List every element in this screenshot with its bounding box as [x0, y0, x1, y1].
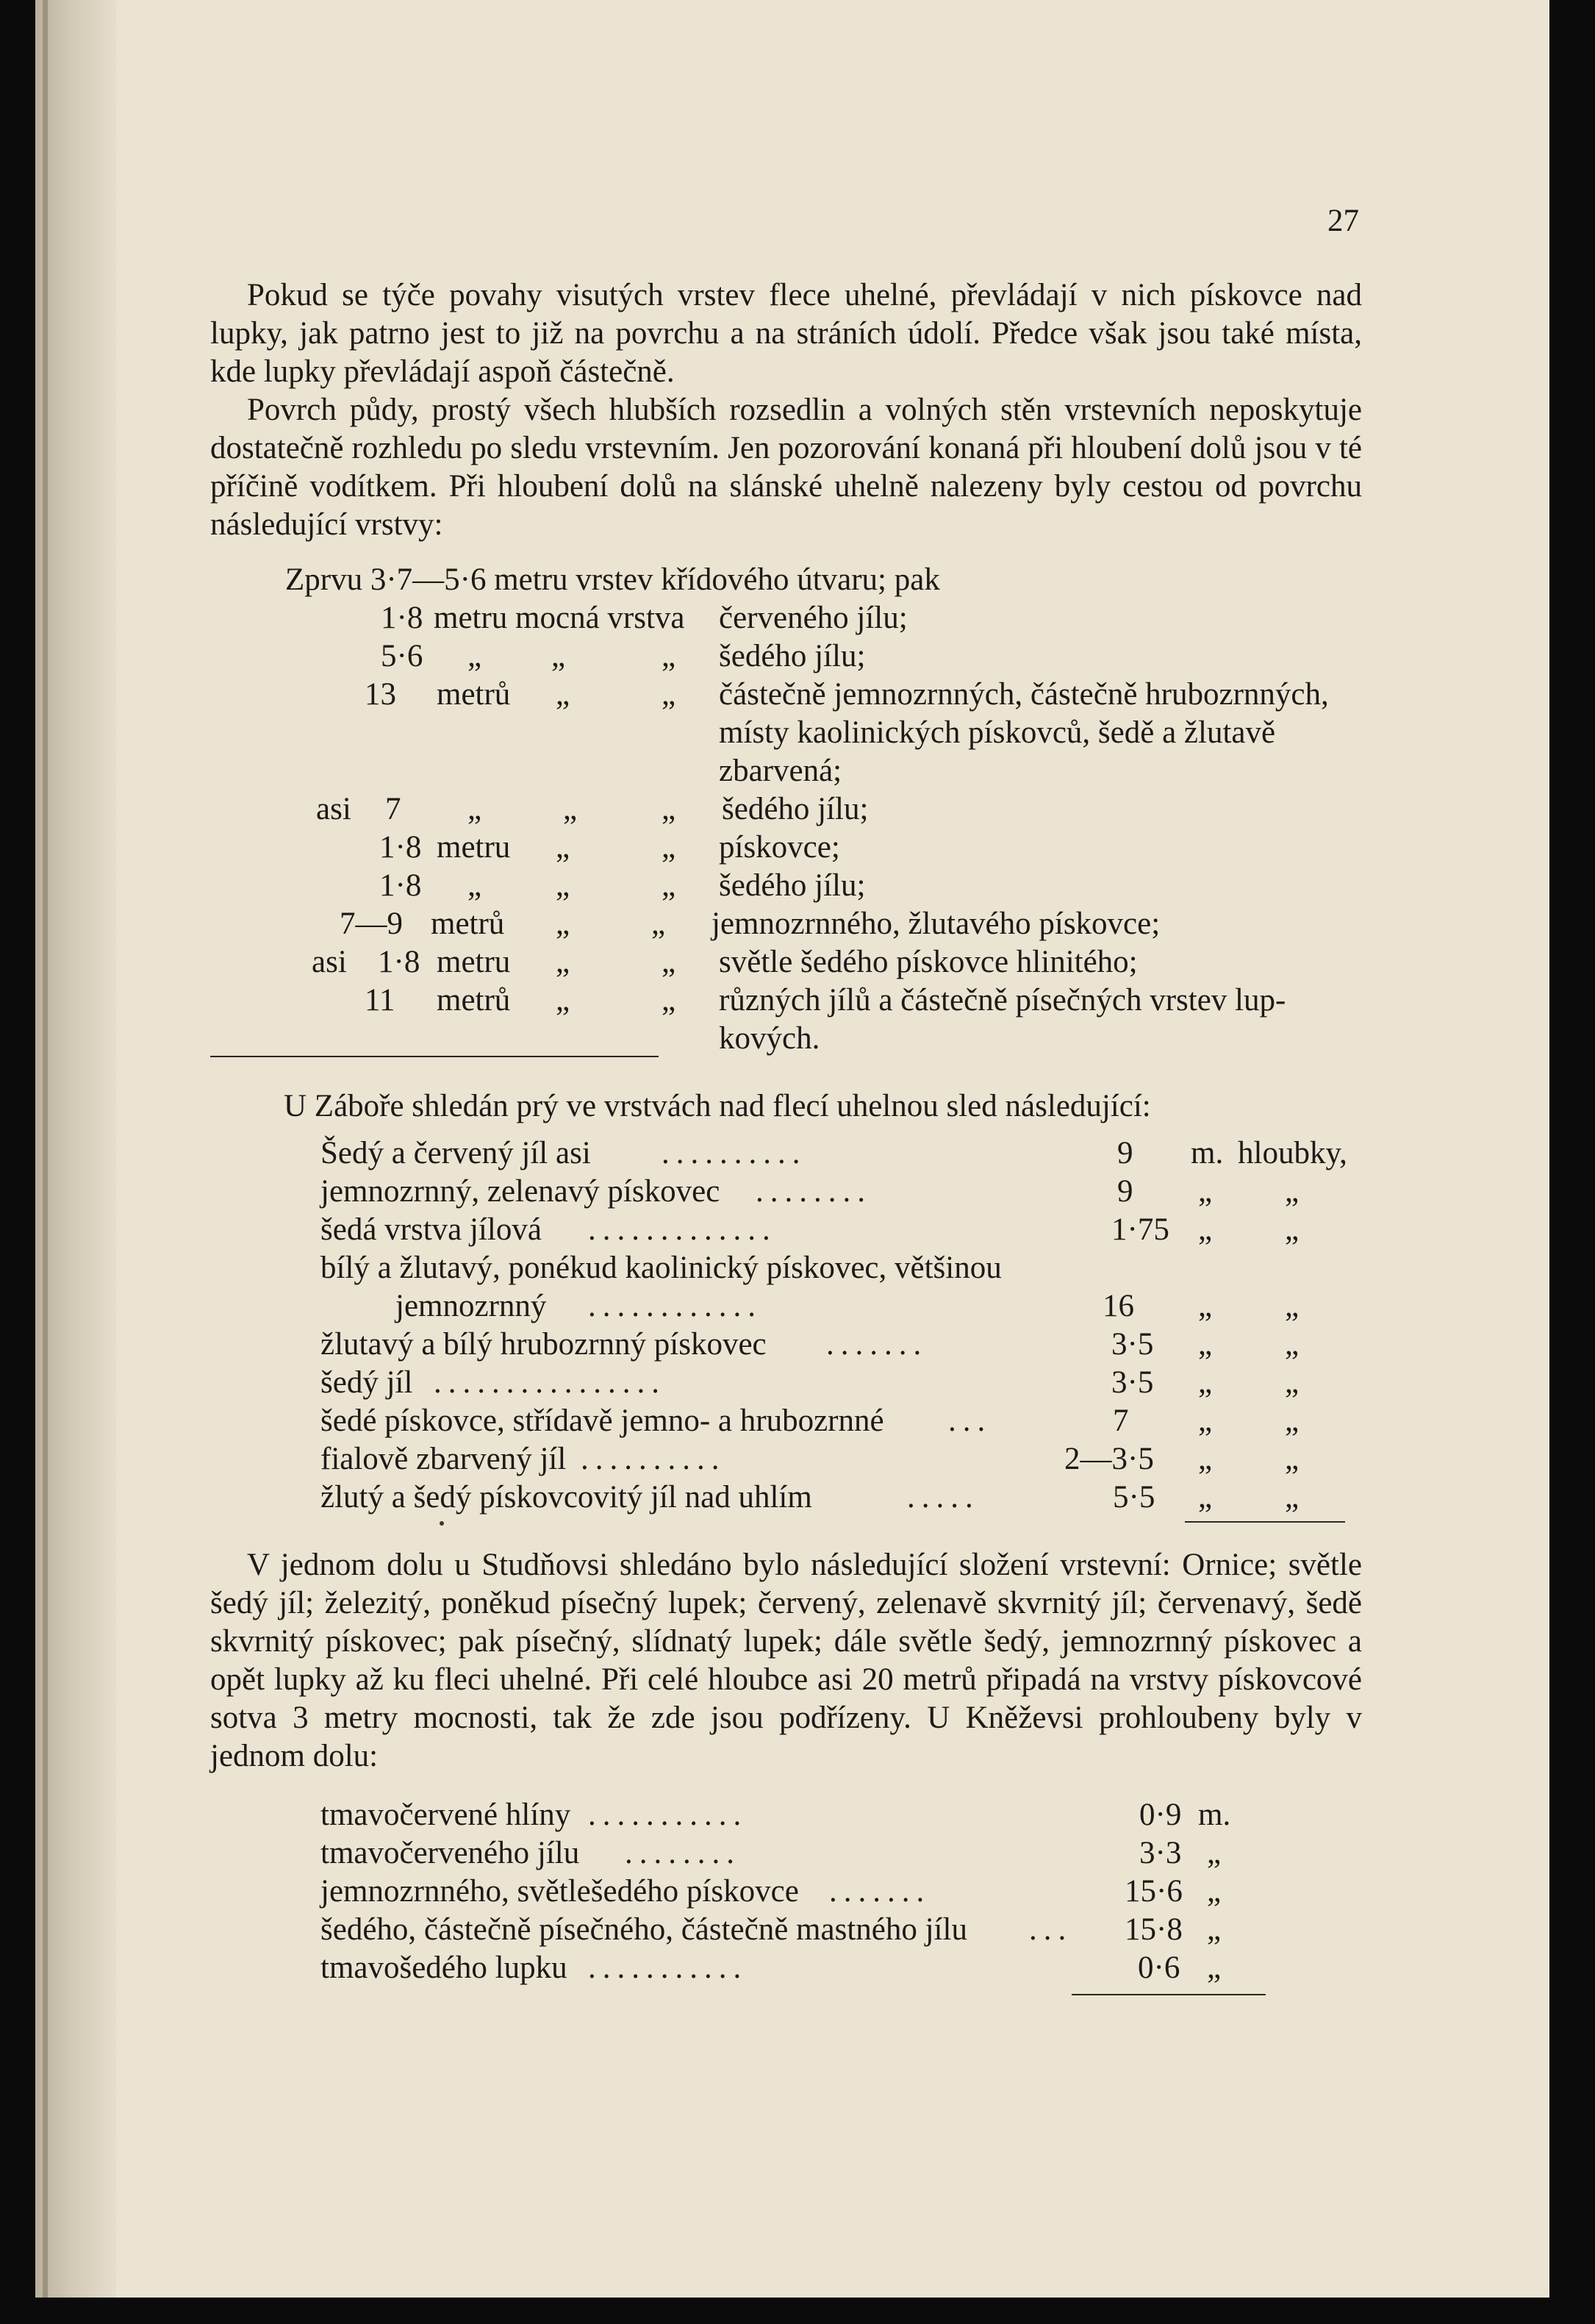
strata-ditto-2: „ [651, 907, 666, 941]
knezeves-unit: „ [1207, 1912, 1222, 1947]
strata-desc: jemnozrnného, žlutavého pískovce; [712, 907, 1161, 941]
zabore-unit: „ [1198, 1174, 1213, 1209]
strata-pre: asi [316, 792, 351, 826]
zabore-unit: „ [1198, 1212, 1213, 1247]
strata-unit: „ [467, 639, 482, 673]
zabore-value: 16 [1103, 1289, 1134, 1323]
strata-desc: pískovce; [719, 830, 840, 865]
zabore-label: fialově zbarvený jíl [320, 1442, 567, 1476]
strata-desc: šedého jílu; [722, 792, 869, 826]
knezeves-unit: „ [1207, 1951, 1222, 1985]
strata-ditto-1: „ [556, 677, 570, 712]
strata-unit: metrů [431, 907, 505, 941]
zabore-heading: U Záboře shledán prý ve vrstvách nad flecí uhelnou sled následující: [284, 1089, 1151, 1123]
strata-unit: „ [467, 868, 482, 903]
intro-text [210, 276, 1362, 544]
strata-ditto-1: „ [551, 639, 566, 673]
zabore-unit: „ [1198, 1442, 1213, 1476]
section-divider [210, 1056, 659, 1057]
zabore-unit-2: „ [1285, 1327, 1300, 1362]
zabore-label: jemnozrnný [395, 1289, 547, 1323]
zabore-leader-dots: ..... [907, 1480, 980, 1515]
zabore-unit-2: „ [1285, 1289, 1300, 1323]
strata-ditto-1: „ [556, 830, 570, 865]
sum-rule-2 [1072, 1994, 1266, 1995]
strata-desc: částečně jemnozrnných, částečně hrubozrnných, [719, 677, 1329, 712]
strata-unit: metrů [437, 677, 511, 712]
strata-qty: 1·8 [379, 868, 422, 903]
strata-ditto-2: „ [662, 983, 676, 1018]
strata-desc: kových. [719, 1021, 820, 1056]
strata-unit: metru mocná vrstva [434, 601, 685, 635]
strata-unit: „ [467, 792, 482, 826]
zabore-unit: „ [1198, 1404, 1213, 1438]
zabore-unit-2: hloubky, [1238, 1136, 1347, 1170]
zabore-value: 9 [1117, 1174, 1133, 1209]
zabore-leader-dots: ............ [588, 1289, 762, 1323]
zabore-label: bílý a žlutavý, ponékud kaolinický pískovec, většinou [320, 1251, 1002, 1285]
knezeves-label: tmavošedého lupku [320, 1951, 567, 1985]
sum-rule [1185, 1521, 1345, 1523]
zabore-leader-dots: ................ [434, 1365, 666, 1400]
zabore-label: šedá vrstva jílová [320, 1212, 542, 1247]
zabore-value: 2—3·5 [1064, 1442, 1154, 1476]
knezeves-value: 3·3 [1139, 1836, 1182, 1870]
strata-desc: světle šedého pískovce hlinitého; [719, 945, 1138, 979]
knezeves-leader-dots: ... [1029, 1912, 1073, 1947]
zabore-unit-2: „ [1285, 1442, 1300, 1476]
strata-desc: šedého jílu; [719, 639, 866, 673]
zabore-label: žlutavý a bílý hrubozrnný pískovec [320, 1327, 767, 1362]
zabore-unit-2: „ [1285, 1480, 1300, 1515]
strata-desc: různých jílů a částečně písečných vrstev lup- [719, 983, 1286, 1018]
zabore-leader-dots: ....... [826, 1327, 928, 1362]
studnovsi-text [210, 1546, 1362, 1776]
zabore-value: 3·5 [1111, 1327, 1154, 1362]
zabore-value: 5·5 [1113, 1480, 1155, 1515]
strata-qty: 5·6 [381, 639, 423, 673]
strata-qty: 1·8 [379, 830, 422, 865]
zabore-unit-2: „ [1285, 1212, 1300, 1247]
knezeves-label: šedého, částečně písečného, částečně mastného jílu [320, 1912, 967, 1947]
page-number: 27 [1327, 204, 1359, 238]
zabore-unit-2: „ [1285, 1174, 1300, 1209]
strata-ditto-1: „ [556, 907, 570, 941]
zabore-value: 3·5 [1111, 1365, 1154, 1400]
strata-qty: 1·8 [378, 945, 420, 979]
zabore-leader-dots: ... [948, 1404, 992, 1438]
strata-ditto-2: „ [662, 868, 676, 903]
strata-ditto-1: „ [556, 983, 570, 1018]
zabore-unit: „ [1198, 1327, 1213, 1362]
strata-qty: 7—9 [340, 907, 403, 941]
knezeves-label: tmavočervené hlíny [320, 1798, 571, 1832]
strata-ditto-1: „ [556, 868, 570, 903]
knezeves-unit: m. [1198, 1798, 1231, 1832]
intro-paragraph-2: Povrch půdy, prostý všech hlubších rozsedlin a volných stěn vrstevních neposkytuje dostatečně rozhledu po sledu vrstevním. Jen pozorování konaná při hloubení dolů jsou v té příčině vodítkem. Při hloubení dolů na slánské uhelně nalezeny byly cestou od povrchu následující vrstvy: [210, 393, 1362, 542]
zabore-leader-dots: ........ [756, 1174, 872, 1209]
intro-paragraph-1: Pokud se týče povahy visutých vrstev flece uhelné, převládají v nich pískovce nad lupky, jak patrno jest to již na povrchu a na stráních údolí. Předce však jsou také místa, kde lupky převládají aspoň částečně. [210, 278, 1362, 389]
strata-desc: zbarvená; [719, 754, 842, 788]
strata-ditto-2: „ [662, 792, 676, 826]
knezeves-label: jemnozrnného, světlešedého pískovce [320, 1874, 799, 1909]
zabore-leader-dots: .......... [581, 1442, 726, 1476]
knezeves-value: 0·9 [1139, 1798, 1182, 1832]
zabore-unit-2: „ [1285, 1404, 1300, 1438]
knezeves-value: 15·6 [1125, 1874, 1183, 1909]
zabore-unit: „ [1198, 1289, 1213, 1323]
strata-ditto-1: „ [556, 945, 570, 979]
zabore-label: šedý jíl [320, 1365, 413, 1400]
zabore-unit-2: „ [1285, 1365, 1300, 1400]
strata-qty: 11 [365, 983, 395, 1018]
strata-unit: metru [437, 945, 511, 979]
knezeves-unit: „ [1207, 1836, 1222, 1870]
strata-first-line: Zprvu 3·7—5·6 metru vrstev křídového útvaru; pak [285, 562, 940, 597]
strata-ditto-2: „ [662, 945, 676, 979]
knezeves-leader-dots: ........... [588, 1951, 748, 1985]
strata-desc: červeného jílu; [719, 601, 908, 635]
zabore-label: žlutý a šedý pískovcovitý jíl nad uhlím [320, 1480, 812, 1515]
zabore-unit: „ [1198, 1480, 1213, 1515]
strata-unit: metrů [437, 983, 511, 1018]
zabore-unit: „ [1198, 1365, 1213, 1400]
knezeves-label: tmavočerveného jílu [320, 1836, 580, 1870]
ink-speck [440, 1521, 444, 1526]
strata-pre: asi [312, 945, 347, 979]
zabore-unit: m. [1191, 1136, 1224, 1170]
knezeves-value: 0·6 [1138, 1951, 1180, 1985]
zabore-leader-dots: .......... [662, 1136, 807, 1170]
zabore-label: Šedý a červený jíl asi [320, 1136, 591, 1170]
strata-unit: metru [437, 830, 511, 865]
page-gutter [43, 0, 48, 2298]
knezeves-value: 15·8 [1125, 1912, 1183, 1947]
zabore-label: šedé pískovce, střídavě jemno- a hrubozrnné [320, 1404, 884, 1438]
strata-desc: místy kaolinických pískovců, šedě a žlutavě [719, 715, 1276, 750]
studnovsi-paragraph: V jednom dolu u Studňovsi shledáno bylo následující složení vrstevní: Ornice; světle šedý jíl; železitý, poněkud písečný lupek; červený, zelenavě skvrnitý jíl; červenavý, šedě skvrnitý pískovec; pak písečný, slídnatý lupek; dále světle šedý, jemnozrnný pískovec a opět lupky až ku fleci uhelné. Při celé hloubce asi 20 metrů připadá na vrstvy pískovcové sotva 3 metry mocnosti, tak že zde jsou podřízeny. U Kněževsi prohloubeny byly v jednom dolu: [210, 1548, 1362, 1773]
zabore-value: 7 [1113, 1404, 1129, 1438]
knezeves-leader-dots: ........... [588, 1798, 748, 1832]
knezeves-unit: „ [1207, 1874, 1222, 1909]
strata-desc: šedého jílu; [719, 868, 866, 903]
strata-qty: 13 [365, 677, 396, 712]
zabore-value: 9 [1117, 1136, 1133, 1170]
knezeves-leader-dots: ........ [625, 1836, 741, 1870]
strata-ditto-2: „ [662, 677, 676, 712]
zabore-leader-dots: ............. [588, 1212, 777, 1247]
strata-qty: 7 [385, 792, 401, 826]
strata-ditto-2: „ [662, 639, 676, 673]
knezeves-leader-dots: ....... [829, 1874, 931, 1909]
strata-ditto-1: „ [563, 792, 578, 826]
zabore-label: jemnozrnný, zelenavý pískovec [320, 1174, 720, 1209]
zabore-value: 1·75 [1111, 1212, 1169, 1247]
strata-ditto-2: „ [662, 830, 676, 865]
strata-qty: 1·8 [381, 601, 423, 635]
